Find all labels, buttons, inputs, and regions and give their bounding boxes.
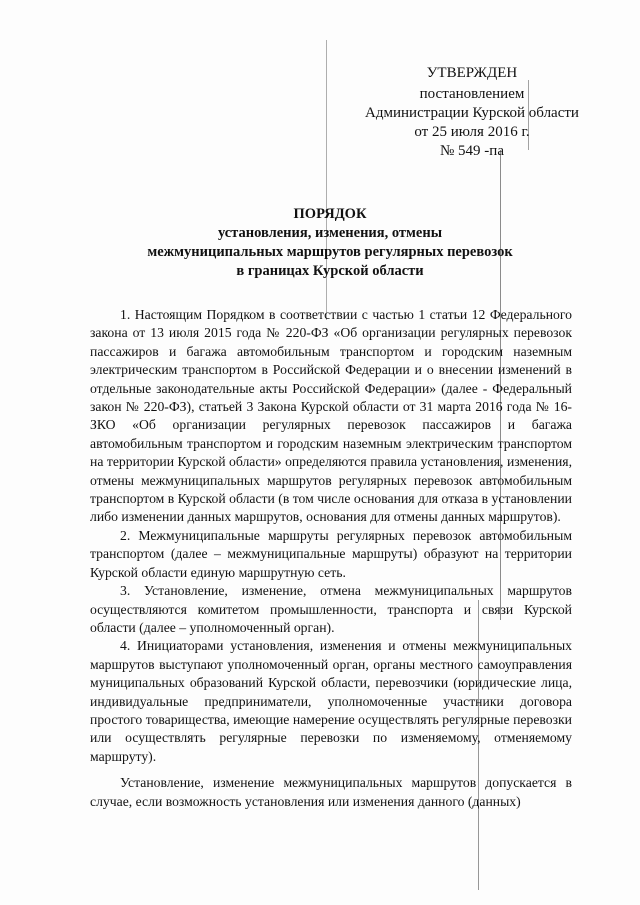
approval-line: Администрации Курской области [365,105,579,121]
document-title [60,205,600,281]
approval-line: постановлением [419,86,525,102]
title-line: ПОРЯДОК [293,206,367,222]
paragraph-4: 4. Инициаторами установления, изменения и отмены межмуниципальных маршрутов выступают уполномоченный орган, органы местного самоуправления муниципальных образований Курской области, перевозчики (юридические лица, индивидуальные предприниматели, уполномоченные участники договора простого товарищества, имеющие намерение осуществлять регулярные перевозки или осуществлять регулярные перевозки по изменяемому, отменяемому маршруту). [90,638,572,764]
approval-date: от 25 июля 2016 г. [414,124,530,140]
approval-block [342,64,602,161]
title-line: межмуниципальных маршрутов регулярных перевозок [147,244,513,260]
paragraph-3: 3. Установление, изменение, отмена межмуниципальных маршрутов осуществляются комитетом промышленности, транспорта и связи Курской области (далее – уполномоченный орган). [90,583,572,635]
title-line: в границах Курской области [236,263,424,279]
paragraph-1: 1. Настоящим Порядком в соответствии с частью 1 статьи 12 Федерального закона от 13 июля 2015 года № 220-ФЗ «Об организации регулярных перевозок пассажиров и багажа автомобильным транспортом и городским наземным электрическим транспортом в Российской Федерации и о внесении изменений в отдельные законодательные акты Российской Федерации» (далее - Федеральный закон № 220-ФЗ), статьей 3 Закона Курской области от 31 марта 2016 года № 16-ЗКО «Об организации регулярных перевозок пассажиров и багажа автомобильным транспортом и городским наземным электрическим транспортом на территории Курской области» определяются правила установления, изменения, отмены межмуниципальных маршрутов регулярных перевозок автомобильным транспортом в Курской области (в том числе основания для отказа в установлении либо изменении данных маршрутов, основания для отмены данных маршрутов). [90,307,572,525]
approval-number: № 549 -па [440,143,504,159]
title-line: установления, изменения, отмены [217,225,443,241]
approval-heading: УТВЕРЖДЕН [426,65,518,81]
paragraph-2: 2. Межмуниципальные маршруты регулярных перевозок автомобильным транспортом (далее – межмуниципальные маршруты) образуют на территории Курской области единую маршрутную сеть. [90,527,572,580]
paragraph-5: Установление, изменение межмуниципальных маршрутов допускается в случае, если возможность установления или изменения данного (данных) [90,775,572,809]
document-body [90,306,572,811]
